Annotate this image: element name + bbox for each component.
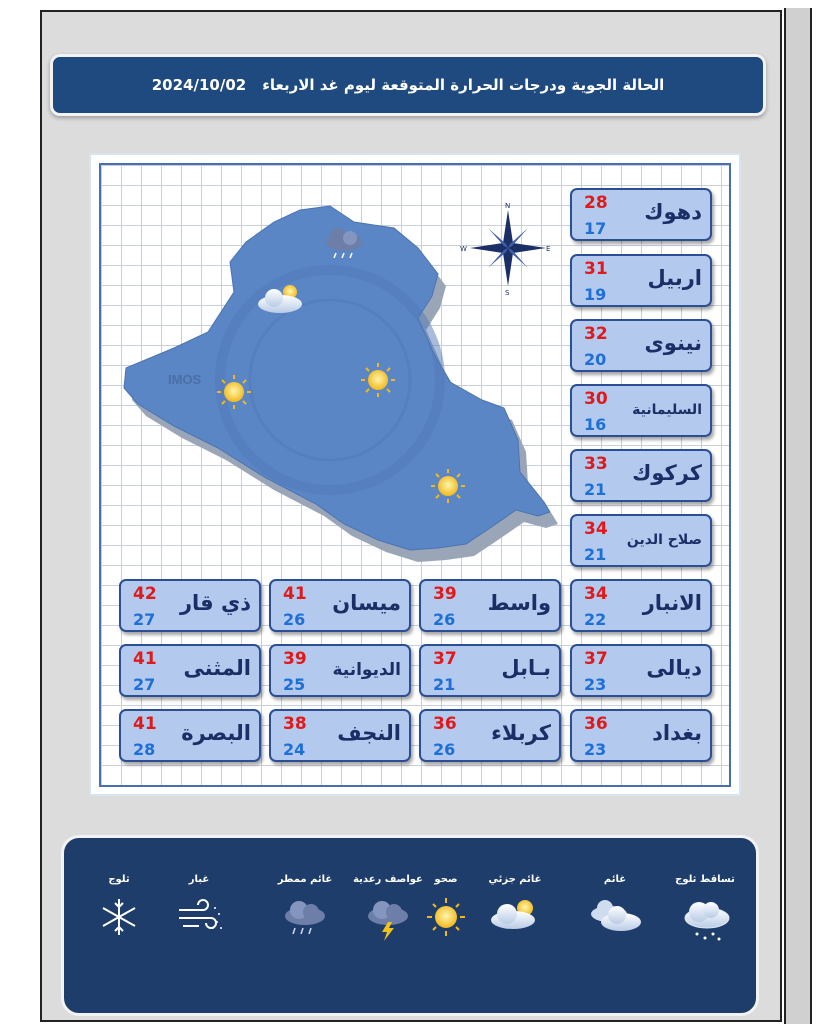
city-name: البصرة (181, 721, 251, 745)
min-temp: 27 (133, 610, 156, 629)
legend-thunderstorm (343, 874, 433, 942)
max-temp: 39 (283, 649, 307, 669)
forecast-date: 2024/10/02 (151, 76, 247, 94)
city-card-sulaymaniyah (570, 384, 712, 437)
city-card-karbala (419, 709, 561, 762)
legend-label: غائم (603, 874, 627, 885)
compass-rose-icon (460, 202, 550, 297)
compass-s: S (505, 289, 510, 297)
compass-w: W (460, 245, 467, 253)
city-name: ميسان (332, 591, 401, 615)
compass-e: E (546, 245, 551, 253)
max-temp: 28 (584, 193, 608, 213)
max-temp: 41 (133, 714, 157, 734)
legend-dust (154, 874, 244, 942)
city-name: نينوى (644, 331, 702, 355)
cloudy-icon (585, 892, 645, 942)
min-temp: 17 (584, 219, 607, 238)
city-name: ديالى (646, 656, 702, 680)
legend-label: غائم ممطر (277, 874, 333, 885)
city-card-salahaddin (570, 514, 712, 567)
city-card-babil (419, 644, 561, 697)
city-name: بغداد (652, 721, 702, 745)
max-temp: 41 (283, 584, 307, 604)
city-name: كربلاء (491, 721, 551, 745)
city-card-kirkuk (570, 449, 712, 502)
city-card-wasit (419, 579, 561, 632)
min-temp: 21 (433, 675, 456, 694)
city-card-diyala (570, 644, 712, 697)
max-temp: 33 (584, 454, 608, 474)
city-name: السليمانية (632, 402, 702, 418)
legend-snowflake (74, 874, 164, 942)
city-name: الانبار (642, 591, 702, 615)
max-temp: 42 (133, 584, 157, 604)
city-name: واسط (487, 591, 551, 615)
max-temp: 31 (584, 259, 608, 279)
min-temp: 19 (584, 285, 607, 304)
legend-label: تساقط ثلوج (675, 874, 735, 885)
min-temp: 26 (283, 610, 306, 629)
min-temp: 16 (584, 415, 607, 434)
min-temp: 21 (584, 480, 607, 499)
compass-n: N (505, 202, 511, 210)
max-temp: 30 (584, 389, 608, 409)
min-temp: 27 (133, 675, 156, 694)
snowfall-icon (675, 892, 735, 942)
weather-legend (61, 835, 759, 1016)
min-temp: 22 (584, 610, 607, 629)
min-temp: 23 (584, 740, 607, 759)
forecast-title: الحالة الجوية ودرجات الحرارة المتوقعة ليوم غد الاربعاء (262, 76, 665, 94)
watermark-text: IMOS (168, 372, 202, 387)
city-name: اربيل (647, 266, 702, 290)
min-temp: 21 (584, 545, 607, 564)
legend-cloudy (570, 874, 660, 942)
min-temp: 28 (133, 740, 156, 759)
city-card-duhok (570, 188, 712, 241)
min-temp: 20 (584, 350, 607, 369)
legend-snowfall (660, 874, 750, 942)
city-name: الديوانية (332, 660, 401, 680)
legend-label: غبار (188, 874, 210, 885)
city-card-muthanna (119, 644, 261, 697)
city-card-dhiqar (119, 579, 261, 632)
max-temp: 36 (584, 714, 608, 734)
max-temp: 37 (584, 649, 608, 669)
max-temp: 39 (433, 584, 457, 604)
city-name: النجف (337, 721, 401, 745)
thunderstorm-icon (358, 892, 418, 942)
legend-label: عواصف رعدية (353, 874, 423, 885)
city-name: كركوك (632, 461, 702, 485)
max-temp: 36 (433, 714, 457, 734)
legend-label: غائم جزئي (488, 874, 542, 885)
city-card-basra (119, 709, 261, 762)
dust-icon (169, 892, 229, 942)
max-temp: 34 (584, 584, 608, 604)
city-card-anbar (570, 579, 712, 632)
max-temp: 34 (584, 519, 608, 539)
city-name: بـابل (501, 656, 551, 680)
max-temp: 41 (133, 649, 157, 669)
min-temp: 25 (283, 675, 306, 694)
partly-cloudy-icon (485, 892, 545, 942)
city-card-najaf (269, 709, 411, 762)
snowflake-icon (89, 892, 149, 942)
city-name: المثنى (183, 656, 251, 680)
city-name: ذي قار (179, 591, 251, 615)
legend-rainy-cloud (260, 874, 350, 942)
city-card-nineveh (570, 319, 712, 372)
city-card-diwaniyah (269, 644, 411, 697)
city-card-erbil (570, 254, 712, 307)
min-temp: 26 (433, 610, 456, 629)
city-card-maysan (269, 579, 411, 632)
max-temp: 37 (433, 649, 457, 669)
legend-label: ثلوج (108, 874, 130, 885)
min-temp: 23 (584, 675, 607, 694)
min-temp: 26 (433, 740, 456, 759)
max-temp: 38 (283, 714, 307, 734)
city-card-baghdad (570, 709, 712, 762)
rainy-cloud-icon (275, 892, 335, 942)
max-temp: 32 (584, 324, 608, 344)
city-name: دهوك (644, 200, 702, 224)
city-name: صلاح الدين (626, 532, 702, 548)
legend-label: صحو (434, 874, 458, 885)
min-temp: 24 (283, 740, 306, 759)
